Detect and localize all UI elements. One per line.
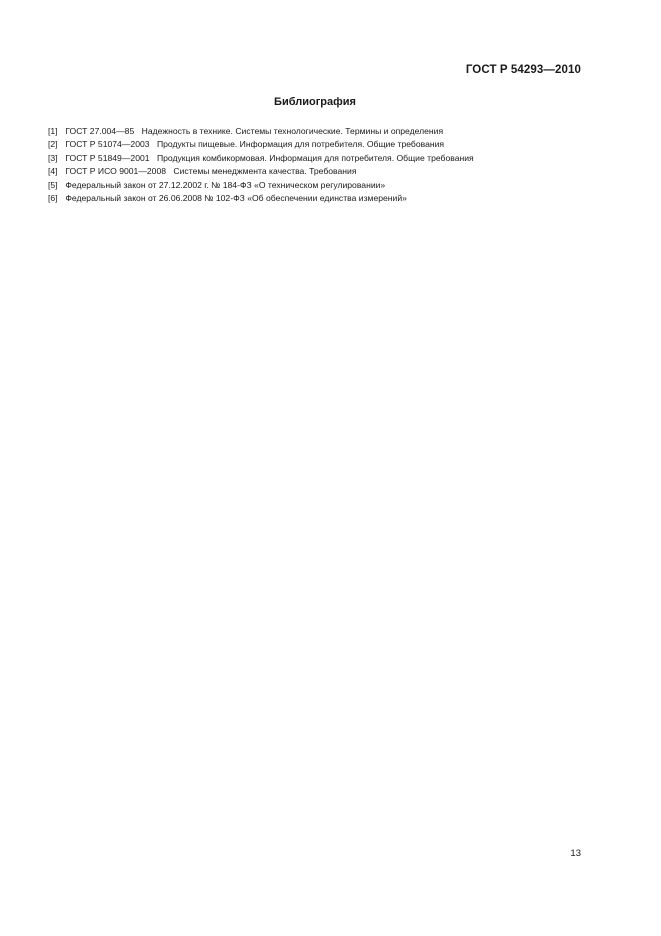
document-id-header: ГОСТ Р 54293—2010 [465,64,581,76]
entry-text: Продукция комбикормовая. Информация для потребителя. Общие требования [156,152,474,163]
entry-text: Надежность в технике. Системы технологические. Термины и определения [141,126,444,136]
entry-text: Системы менеджмента качества. Требования [173,166,357,177]
bibliography-title: Библиография [274,96,356,108]
bibliography-list [48,125,608,205]
bibliography-entry-1 [48,125,608,138]
entry-number: [4] [48,166,58,177]
entry-number: [3] [48,152,58,163]
entry-standard-code: ГОСТ Р 51074—2003 [65,139,150,150]
entry-number: [2] [48,139,58,150]
bibliography-entry-2 [48,138,608,151]
page-number: 13 [570,848,581,859]
bibliography-entry-5 [48,179,608,192]
entry-number: [6] [48,193,58,204]
bibliography-entry-6 [48,192,608,205]
entry-text: Продукты пищевые. Информация для потребителя. Общие требования [156,139,445,150]
entry-text: Федеральный закон от 27.12.2002 г. № 184-ФЗ «О техническом регулировании» [65,179,386,190]
entry-standard-code: ГОСТ Р ИСО 9001—2008 [65,166,167,177]
entry-number: [1] [48,126,58,136]
bibliography-entry-3 [48,152,608,165]
bibliography-entry-4 [48,165,608,178]
entry-standard-code: ГОСТ 27.004—85 [65,126,135,136]
entry-standard-code: ГОСТ Р 51849—2001 [65,152,150,163]
entry-number: [5] [48,179,58,190]
entry-text: Федеральный закон от 26.06.2008 № 102-ФЗ «Об обеспечении единства измерений» [65,193,407,204]
